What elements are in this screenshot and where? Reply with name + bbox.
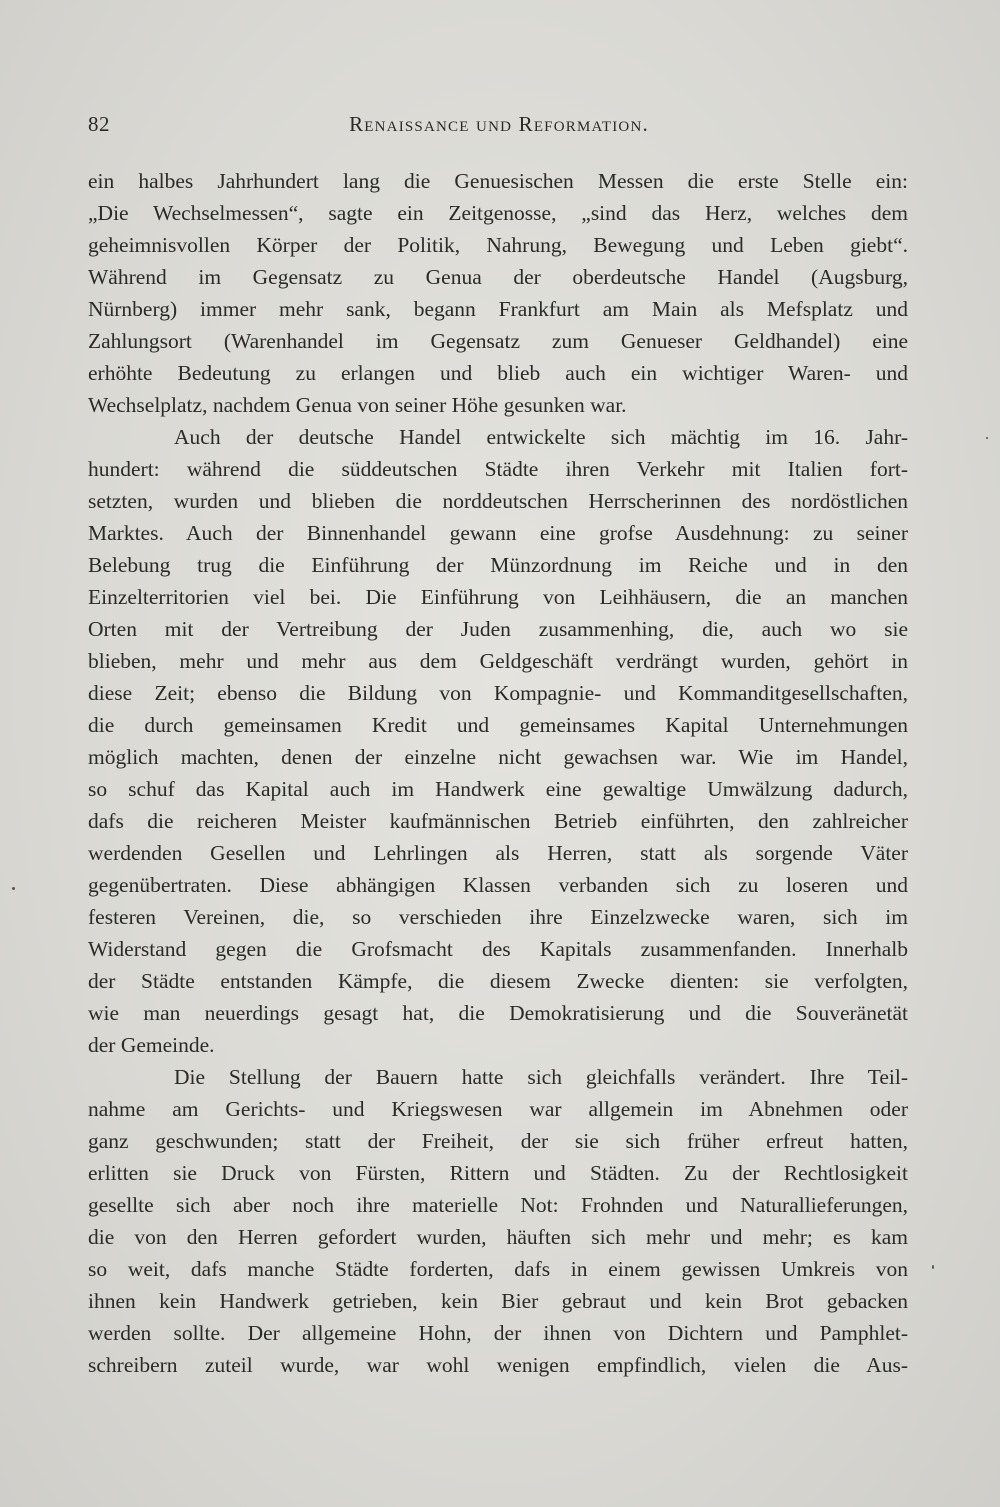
text-line: so weit, dafs manche Städte forderten, dafs in einem gewissen Umkreis von — [88, 1257, 908, 1281]
paper-speck — [986, 437, 988, 439]
text-line: festeren Vereinen, die, so verschieden ihre Einzelzwecke waren, sich im — [88, 905, 908, 929]
text-line: dafs die reicheren Meister kaufmännischen Betrieb einführten, den zahlreicher — [88, 809, 908, 833]
text-line: Während im Gegensatz zu Genua der oberdeutsche Handel (Augsburg, — [88, 265, 908, 289]
text-line: der Gemeinde. — [88, 1033, 215, 1057]
text-line: der Städte entstanden Kämpfe, die diesem Zwecke dienten: sie verfolgten, — [88, 969, 908, 993]
running-title: Renaissance und Reformation. — [349, 112, 649, 136]
text-line: so schuf das Kapital auch im Handwerk eine gewaltige Umwälzung dadurch, — [88, 777, 908, 801]
text-line: ihnen kein Handwerk getrieben, kein Bier gebraut und kein Brot gebacken — [88, 1289, 908, 1313]
text-line: Orten mit der Vertreibung der Juden zusammenhing, die, auch wo sie — [88, 617, 908, 641]
text-line: gegenübertraten. Diese abhängigen Klassen verbanden sich zu loseren und — [88, 873, 908, 897]
text-line: die durch gemeinsamen Kredit und gemeinsames Kapital Unternehmungen — [88, 713, 908, 737]
text-line: schreibern zuteil wurde, war wohl wenigen empfindlich, vielen die Aus- — [88, 1353, 908, 1377]
text-line: diese Zeit; ebenso die Bildung von Kompagnie- und Kommanditgesellschaften, — [88, 681, 908, 705]
text-line: hundert: während die süddeutschen Städte ihren Verkehr mit Italien fort- — [88, 457, 908, 481]
text-line: werden sollte. Der allgemeine Hohn, der ihnen von Dichtern und Pamphlet- — [88, 1321, 908, 1345]
running-head — [88, 112, 910, 144]
text-line: ein halbes Jahrhundert lang die Genuesischen Messen die erste Stelle ein: — [88, 169, 908, 193]
text-line: Marktes. Auch der Binnenhandel gewann eine grofse Ausdehnung: zu seiner — [88, 521, 908, 545]
text-line: ganz geschwunden; statt der Freiheit, der sie sich früher erfreut hatten, — [88, 1129, 908, 1153]
text-line: die von den Herren gefordert wurden, häuften sich mehr und mehr; es kam — [88, 1225, 908, 1249]
text-line: Wechselplatz, nachdem Genua von seiner Höhe gesunken war. — [88, 393, 627, 417]
text-line: Auch der deutsche Handel entwickelte sich mächtig im 16. Jahr- — [174, 425, 908, 449]
text-line: Die Stellung der Bauern hatte sich gleichfalls verändert. Ihre Teil- — [174, 1065, 908, 1089]
text-line: Einzelterritorien viel bei. Die Einführung von Leihhäusern, die an manchen — [88, 585, 908, 609]
text-line: möglich machten, denen der einzelne nicht gewachsen war. Wie im Handel, — [88, 745, 908, 769]
text-line: erlitten sie Druck von Fürsten, Rittern und Städten. Zu der Rechtlosigkeit — [88, 1161, 908, 1185]
text-line: erhöhte Bedeutung zu erlangen und blieb auch ein wichtiger Waren- und — [88, 361, 908, 385]
text-line: werdenden Gesellen und Lehrlingen als Herren, statt als sorgende Väter — [88, 841, 908, 865]
paper-speck — [12, 887, 15, 890]
text-line: nahme am Gerichts- und Kriegswesen war allgemein im Abnehmen oder — [88, 1097, 908, 1121]
text-line: setzten, wurden und blieben die norddeutschen Herrscherinnen des nordöstlichen — [88, 489, 908, 513]
text-line: gesellte sich aber noch ihre materielle Not: Frohnden und Naturallieferungen, — [88, 1193, 908, 1217]
text-line: wie man neuerdings gesagt hat, die Demokratisierung und die Souveränetät — [88, 1001, 908, 1025]
page-number: 82 — [88, 112, 110, 136]
body-text — [88, 165, 908, 1381]
text-line: blieben, mehr und mehr aus dem Geldgeschäft verdrängt wurden, gehört in — [88, 649, 908, 673]
paper-speck — [932, 1265, 934, 1269]
text-line: Belebung trug die Einführung der Münzordnung im Reiche und in den — [88, 553, 908, 577]
text-line: Widerstand gegen die Grofsmacht des Kapitals zusammenfanden. Innerhalb — [88, 937, 908, 961]
text-line: Nürnberg) immer mehr sank, begann Frankfurt am Main als Mefsplatz und — [88, 297, 908, 321]
text-line: Zahlungsort (Warenhandel im Gegensatz zum Genueser Geldhandel) eine — [88, 329, 908, 353]
text-line: geheimnisvollen Körper der Politik, Nahrung, Bewegung und Leben giebt“. — [88, 233, 908, 257]
text-line: „Die Wechselmessen“, sagte ein Zeitgenosse, „sind das Herz, welches dem — [88, 201, 908, 225]
